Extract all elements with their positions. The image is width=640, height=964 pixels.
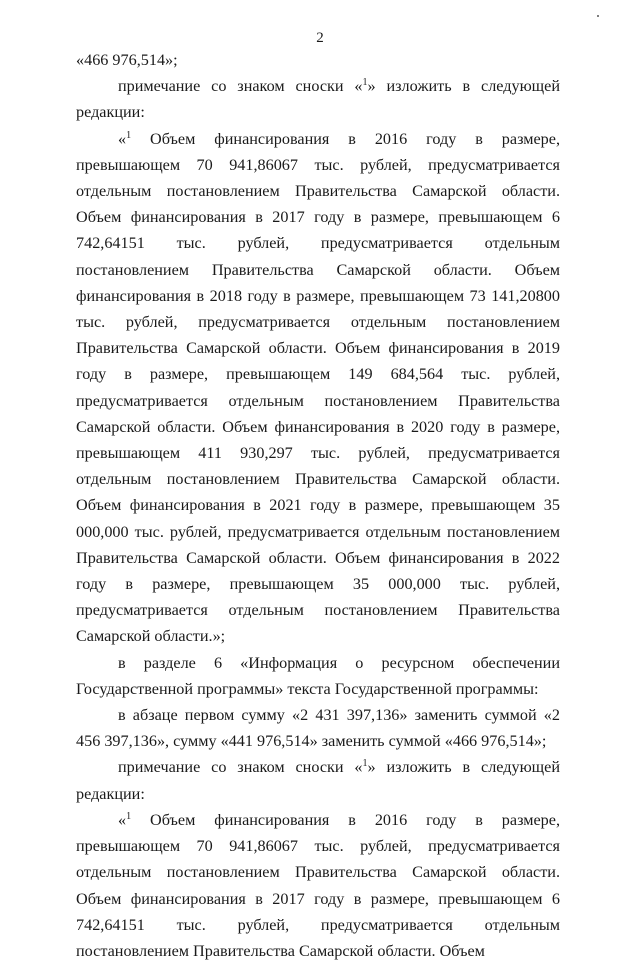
footnote-mark: 1 xyxy=(126,129,132,141)
page-number: 2 xyxy=(316,30,324,46)
paragraph-text: » изложить в следующей редакции: xyxy=(76,758,560,803)
paragraph-p2 xyxy=(76,73,560,125)
paragraph-text: « xyxy=(118,129,127,148)
paragraph-p6 xyxy=(76,754,560,806)
paragraph-text: Объем финансирования в 2016 году в размере, превышающем 70 941,86067 тыс. рублей, предусматривается отдельным постановлением Правительства Самарской области. Объем финансирования в 2017 году в размере, превышающем 6 742,64151 тыс. рублей, предусматривается отдельным постановлением Правительства Самарской области. Объем xyxy=(76,810,560,960)
scan-speck xyxy=(597,15,599,17)
footnote-mark: 1 xyxy=(362,77,368,89)
paragraph-text: « xyxy=(118,810,127,829)
document-body xyxy=(76,47,560,964)
paragraph-text: в разделе 6 «Информация о ресурсном обеспечении Государственной программы» текста Государственной программы: xyxy=(76,653,560,698)
paragraph-p7 xyxy=(76,807,560,964)
paragraph-text: примечание со знаком сноски « xyxy=(118,758,363,777)
paragraph-p5 xyxy=(76,702,560,754)
footnote-mark: 1 xyxy=(362,758,368,770)
paragraph-text: » изложить в следующей редакции: xyxy=(76,77,560,122)
paragraph-text: примечание со знаком сноски « xyxy=(118,77,363,96)
paragraph-text: «466 976,514»; xyxy=(76,51,178,69)
paragraph-text: в абзаце первом сумму «2 431 397,136» заменить суммой «2 456 397,136», сумму «441 976,514» заменить суммой «466 976,514»; xyxy=(76,706,560,751)
paragraph-p4 xyxy=(76,650,560,702)
footnote-mark: 1 xyxy=(126,810,132,822)
paragraph-p3 xyxy=(76,126,560,650)
paragraph-text: Объем финансирования в 2016 году в размере, превышающем 70 941,86067 тыс. рублей, предусматривается отдельным постановлением Правительства Самарской области. Объем финансирования в 2017 году в размере, превышающем 6 742,64151 тыс. рублей, предусматривается отдельным постановлением Правительства Самарской области. Объем финансирования в 2018 году в размере, превышающем 73 141,20800 тыс. рублей, предусматривается отдельным постановлением Правительства Самарской области. Объем финансирования в 2019 году в размере, превышающем 149 684,564 тыс. рублей, предусматривается отдельным постановлением Правительства Самарской области. Объем финансирования в 2020 году в размере, превышающем 411 930,297 тыс. рублей, предусматривается отдельным постановлением Правительства Самарской области. Объем финансирования в 2021 году в размере, превышающем 35 000,000 тыс. рублей, предусматривается отдельным постановлением Правительства Самарской области. Объем финансирования в 2022 году в размере, превышающем 35 000,000 тыс. рублей, предусматривается отдельным постановлением Правительства Самарской области.»; xyxy=(76,129,560,646)
paragraph-p1 xyxy=(76,47,560,73)
